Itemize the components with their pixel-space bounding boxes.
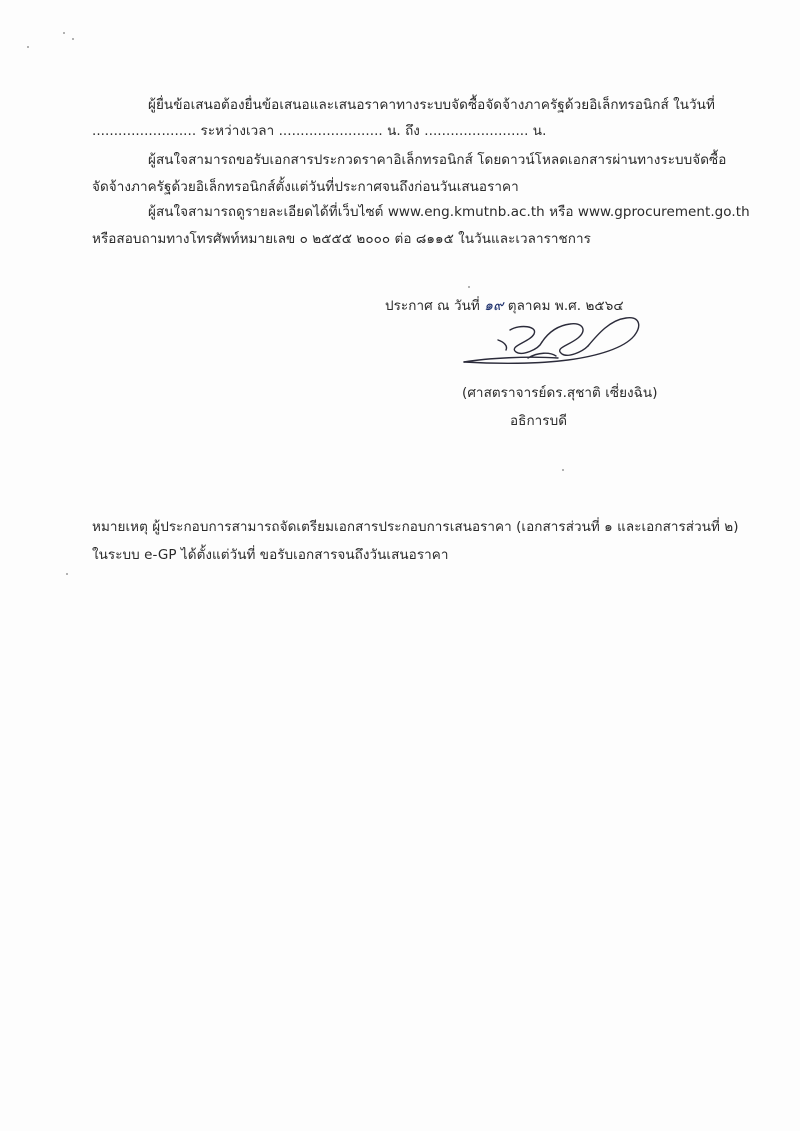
paragraph-2-line-2: จัดจ้างภาครัฐด้วยอิเล็กทรอนิกส์ตั้งแต่วันที่ประกาศจนถึงก่อนวันเสนอราคา xyxy=(92,179,519,195)
paragraph-2-line-1: ผู้สนใจสามารถขอรับเอกสารประกวดราคาอิเล็กทรอนิกส์ โดยดาวน์โหลดเอกสารผ่านทางระบบจัดซื้อ xyxy=(148,152,727,168)
scan-speck xyxy=(72,38,74,40)
paragraph-3-line-1: ผู้สนใจสามารถดูรายละเอียดได้ที่เว็บไซต์ www.eng.kmutnb.ac.th หรือ www.gprocurement.go.th xyxy=(148,204,750,220)
scan-speck xyxy=(562,469,564,471)
handwritten-day: ๑๙ xyxy=(484,298,504,314)
note-line-1: หมายเหตุ ผู้ประกอบการสามารถจัดเตรียมเอกสารประกอบการเสนอราคา (เอกสารส่วนที่ ๑ และเอกสารส่วนที่ ๒) xyxy=(92,519,739,535)
scan-speck xyxy=(27,46,29,48)
scan-speck xyxy=(63,32,65,34)
handwritten-signature xyxy=(458,312,648,374)
scan-speck xyxy=(468,286,470,288)
paragraph-1-line-1: ผู้ยื่นข้อเสนอต้องยื่นข้อเสนอและเสนอราคาทางระบบจัดซื้อจัดจ้างภาครัฐด้วยอิเล็กทรอนิกส์ ในวันที่ xyxy=(148,97,715,113)
paragraph-3-line-2: หรือสอบถามทางโทรศัพท์หมายเลข ๐ ๒๕๕๕ ๒๐๐๐ ต่อ ๘๑๑๕ ในวันและเวลาราชการ xyxy=(92,231,591,247)
signatory-name: (ศาสตราจารย์ดร.สุชาติ เซี่ยงฉิน) xyxy=(462,385,658,401)
scan-speck xyxy=(66,573,68,575)
announcement-prefix: ประกาศ ณ วันที่ xyxy=(385,298,480,314)
note-line-2: ในระบบ e-GP ได้ตั้งแต่วันที่ ขอรับเอกสารจนถึงวันเสนอราคา xyxy=(92,547,449,563)
announcement-suffix: ตุลาคม พ.ศ. ๒๕๖๔ xyxy=(507,298,624,314)
paragraph-1-line-2: ........................ ระหว่างเวลา ........................ น. ถึง ........................ น. xyxy=(92,123,547,139)
signatory-position: อธิการบดี xyxy=(510,413,568,429)
